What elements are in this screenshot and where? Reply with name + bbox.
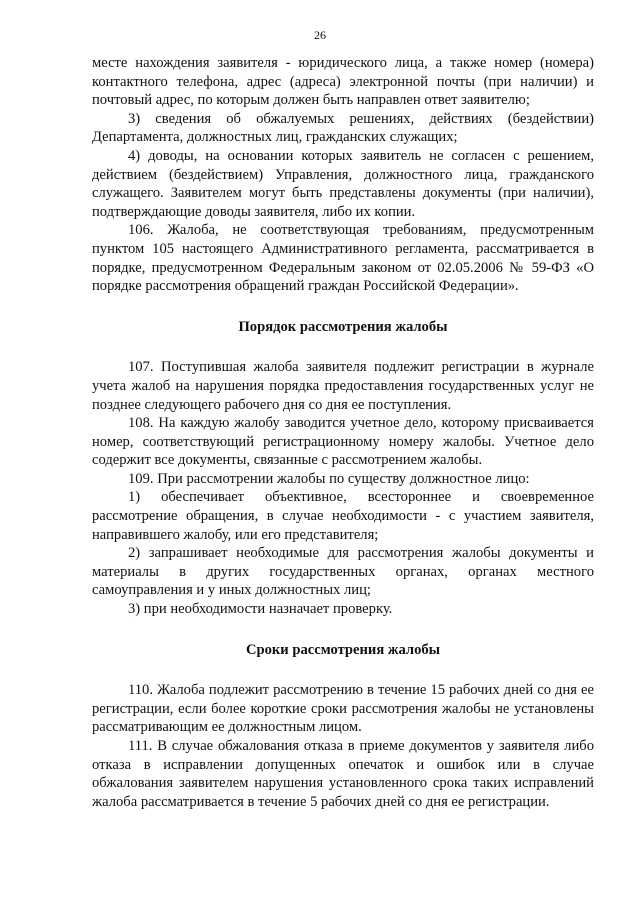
paragraph-111: 111. В случае обжалования отказа в приеме документов у заявителя либо отказа в исправлении допущенных опечаток и ошибок или в случае обжалования заявителем нарушения установленного срока таких исправлений жалоба рассматривается в течение 5 рабочих дней со дня ее регистрации.: [92, 738, 594, 810]
paragraph-item-4: 4) доводы, на основании которых заявитель не согласен с решением, действием (бездействием) Управления, должностного лица, гражданского служащего. Заявителем могут быть представлены документы (при наличии), подтверждающие доводы заявителя, либо их копии.: [92, 147, 594, 220]
page-number: 26: [314, 28, 326, 42]
paragraph-108: 108. На каждую жалобу заводится учетное дело, которому присваивается номер, соответствующий регистрационному номеру жалобы. Учетное дело содержит все документы, связанные с рассмотрением жалобы.: [92, 415, 594, 469]
paragraph-109-item-3: 3) при необходимости назначает проверку.: [128, 601, 393, 618]
section-heading-review-deadlines: Сроки рассмотрения жалобы: [245, 641, 441, 658]
paragraph-106: 106. Жалоба, не соответствующая требованиям, предусмотренным пунктом 105 настоящего Административного регламента, рассматривается в порядке, предусмотренном Федеральным законом от 02.05.2006 № 59-ФЗ «О порядке рассмотрения обращений граждан Российской Федерации».: [92, 222, 594, 295]
paragraph-107: 107. Поступившая жалоба заявителя подлежит регистрации в журнале учета жалоб на нарушения порядка предоставления государственных услуг не позднее следующего рабочего дня со дня ее поступления.: [92, 359, 594, 413]
paragraph-continuation: месте нахождения заявителя - юридического лица, а также номер (номера) контактного телефона, адрес (адреса) электронной почты (при наличии) и почтовый адрес, по которым должен быть направлен ответ заявителю;: [92, 55, 594, 109]
section-heading-complaint-procedure: Порядок рассмотрения жалобы: [238, 318, 448, 335]
paragraph-item-3: 3) сведения об обжалуемых решениях, действиях (бездействии) Департамента, должностных лиц, гражданских служащих;: [92, 110, 594, 146]
paragraph-109: 109. При рассмотрении жалобы по существу должностное лицо:: [128, 470, 530, 487]
paragraph-109-item-2: 2) запрашивает необходимые для рассмотрения жалобы документы и материалы в других государственных органах, органах местного самоуправления и у иных должностных лиц;: [92, 545, 594, 599]
paragraph-110: 110. Жалоба подлежит рассмотрению в течение 15 рабочих дней со дня ее регистрации, если более короткие сроки рассмотрения жалобы не установлены рассматривающим ее должностным лицом.: [92, 682, 594, 736]
document-body: [92, 54, 594, 811]
paragraph-109-item-1: 1) обеспечивает объективное, всестороннее и своевременное рассмотрение обращения, в случае необходимости - с участием заявителя, направившего жалобу, или его представителя;: [92, 489, 594, 543]
